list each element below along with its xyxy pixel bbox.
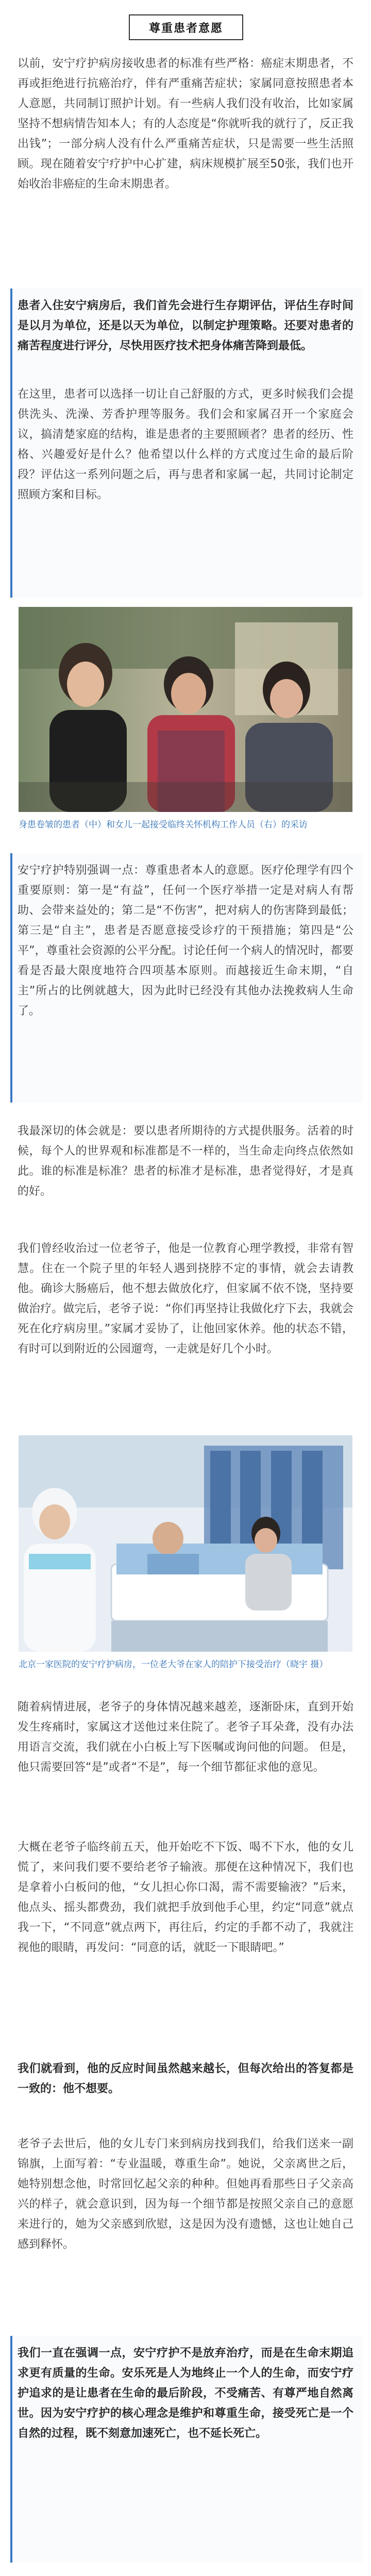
photo-interview [19,607,352,812]
paragraph-intro: 以前，安宁疗护病房接收患者的标准有些严格：癌症末期患者，不再或拒绝进行抗癌治疗，伴有严重痛苦症状；家属同意按照患者本人意愿，共同制订照护计划。有一些病人我们没有收治，比如家属坚持不想病情告知本人；有的人态度是“你就听我的就行了，反正我出钱”；一部分病人没有什么严重痛苦症状，只是需要一些生活照顾。现在随着安宁疗护中心扩建，病床规模扩展至50张，我们也开始收治非癌症的生命末期患者。 [18,57,353,191]
page-title: 尊重患者意愿 [148,22,223,35]
ethics-text: 安宁疗护特别强调一点：尊重患者本人的意愿。医疗伦理学有四个重要原则：第一是“有益”，任何一个医疗举措一定是对病人有帮助、会带来益处的；第二是“不伤害”，把对病人的伤害降到最低；第三是“自主”，患者是否愿意接受诊疗的干预措施；第四是“公平”，尊重社会资源的公平分配。讨论任何一个病人的情况时，都要看是否最大限度地符合四项基本原则。而越接近生命末期，“自主”所占的比例就越大，因为此时已经没有其他办法挽救病人生命了。 [18,864,353,1018]
title-box [129,14,243,40]
paragraph-patient-standard: 我最深切的体会就是：要以患者所期待的方式提供服务。活着的时候，每个人的世界观和标准都是不一样的，当生命走向终点依然如此。谁的标准是标准？患者的标准才是标准，患者觉得好，才是真的好。 [18,1125,353,1198]
paragraph-professor-story: 我们曾经收治过一位老爷子，他是一位教育心理学教授，非常有智慧。住在一个院子里的年轻人遇到挠脖不定的事情，就会去请教他。确诊大肠癌后，他不想去做放化疗，但家属不依不饶，坚持要做治疗。做完后，老爷子说：“你们再坚持让我做化疗下去，我就会死在化疗病房里。”家属才妥协了，让他回家休养。他的状态不错，有时可以到附近的公园遛弯，一走就是好几个小时。 [18,1242,353,1355]
paragraph-assessment: 患者入住安宁病房后，我们首先会进行生存期评估，评估生存时间是以月为单位，还是以天为单位，以制定护理策略。还要对患者的痛苦程度进行评分，尽快用医疗技术把身体痛苦降到最低。 [18,299,353,352]
paragraph-ethics [18,860,353,1021]
photo1-caption: 身患卷皱的患者（中）和女儿一起接受临终关怀机构工作人员（右）的采访 [19,820,308,830]
paragraph-consistent-answer: 我们就看到，他的反应时间虽然越来越长，但每次给出的答复都是一致的：他不想要。 [18,2062,353,2095]
interview-scene-image [19,607,352,812]
paragraph-illness-progress: 随着病情进展，老爷子的身体情况越来越差，逐渐卧床，直到开始发生疼痛时，家属这才送他过来住院了。老爷子耳朵聋，没有办法用语言交流，我们就在小白板上写下医嘱或询问他的问题。 但是，他只需要回答“是”或者“不是”，每一个细节都征求他的意见。 [18,1701,353,1774]
photo-hospital-ward [19,1435,352,1652]
paragraph-not-euthanasia [18,2343,353,2444]
ward-scene-image [19,1435,352,1652]
not-euthanasia-text: 我们一直在强调一点，安宁疗护不是放弃治疗，而是在生命末期追求更有质量的生命。安乐死是人为地终止一个人的生命，而安宁疗护追求的是让患者在生命的最后阶段，不受痛苦、有尊严地自然离世。因为安宁疗护的核心理念是维护和尊重生命，接受死亡是一个自然的过程，既不刻意加速死亡，也不延长死亡。 [18,2347,353,2440]
paragraph-family-meeting: 在这里，患者可以选择一切让自己舒服的方式，更多时候我们会提供洗头、洗澡、芳香护理等服务。我们会和家属召开一个家庭会议，搞清楚家庭的结构，谁是患者的主要照顾者？患者的经历、性格、兴趣爱好是什么？他希望以什么样的方式度过生命的最后阶段？评估这一系列问题之后，再与患者和家属一起，共同讨论制定照顾方案和目标。 [18,388,353,501]
paragraph-final-days: 大概在老爷子临终前五天，他开始吃不下饭、喝不下水，他的女儿慌了，来问我们要不要给老爷子输液。那便在这种情况下，我们也是拿着小白板问的他，“女儿担心你口渴，需不需要输液？”后来，他点头、摇头都费劲，我们就把手放到他手心里，约定“同意”就点我一下，“不同意”就点两下，再往后，约定的手都不动了，我就注视他的眼睛，再发问：“同意的话，就眨一下眼睛吧。” [18,1841,353,1954]
photo2-caption: 北京一家医院的安宁疗护病房，一位老大爷在家人的陪护下接受治疗（晓宇 摄） [19,1659,328,1670]
paragraph-pennant: 老爷子去世后，他的女儿专门来到病房找到我们，给我们送来一副锦旗，上面写着：“专业温暖，尊重生命”。她说，父亲离世之后，她特别想念他，时常回忆起父亲的种种。但她再看那些日子父亲高兴的样子，就会意识到，因为每一个细节都是按照父亲自己的意愿来进行的，她为父亲感到欣慰，这是因为没有遗憾，这也让她自己感到释怀。 [18,2138,353,2251]
